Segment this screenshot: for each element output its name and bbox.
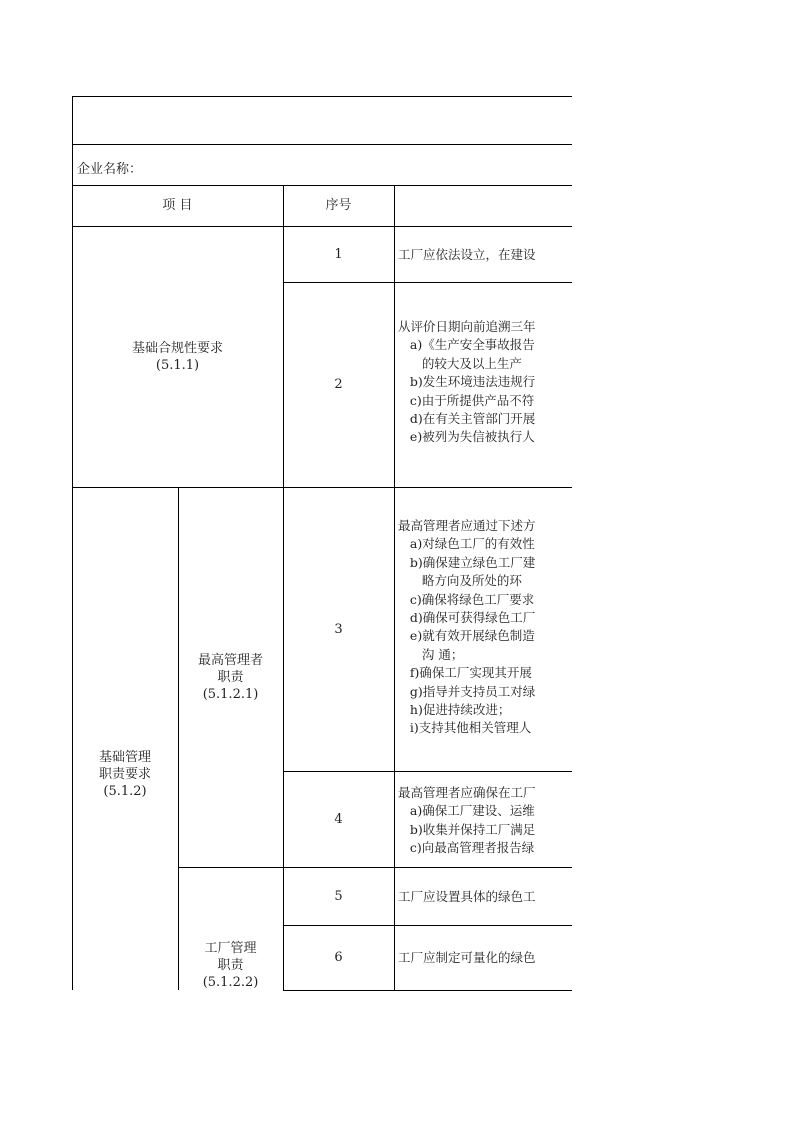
section-code: (5.1.2.2) bbox=[202, 975, 259, 990]
section-name: 职责 bbox=[217, 669, 244, 685]
seq-cell: 3 bbox=[334, 621, 343, 637]
section-name: 职责 bbox=[217, 958, 244, 973]
company-name-label: 企业名称： bbox=[77, 162, 143, 177]
seq-cell: 1 bbox=[334, 246, 343, 262]
requirement-text: 工厂应依法设立，在建设 bbox=[398, 247, 536, 262]
section-factory-mgmt bbox=[178, 940, 283, 990]
section-code: (5.1.2) bbox=[103, 784, 147, 799]
header-seq: 序号 bbox=[325, 198, 352, 213]
requirement-text: 最高管理者应确保在工厂 a)确保工厂建设、运维 b)收集并保持工厂满足 c)向最高管理者报告绿 bbox=[398, 785, 536, 856]
section-name: 职责要求 bbox=[98, 767, 151, 782]
section-name: 最高管理者 bbox=[197, 652, 263, 668]
section-top-manager bbox=[178, 487, 283, 867]
rule bbox=[283, 990, 572, 991]
requirement-text: 从评价日期向前追溯三年 a)《生产安全事故报告 的较大及以上生产 b)发生环境违法违规行 c)由于所提供产品不符 d)在有关主管部门开展 e)被列为失信被执行人 bbox=[398, 319, 536, 445]
section-basic-compliance bbox=[72, 226, 283, 487]
rule bbox=[72, 144, 572, 145]
section-name: 基础合规性要求 bbox=[131, 340, 223, 356]
section-name: 工厂管理 bbox=[204, 941, 257, 956]
requirement-text: 工厂应设置具体的绿色工 bbox=[398, 889, 536, 904]
seq-cell: 5 bbox=[334, 888, 343, 904]
section-code: (5.1.2.1) bbox=[202, 686, 259, 702]
seq-cell: 6 bbox=[334, 950, 343, 965]
seq-cell: 4 bbox=[334, 811, 343, 827]
requirement-text: 最高管理者应通过下述方 a)对绿色工厂的有效性 b)确保建立绿色工厂建 略方向及所处的环 c)确保将绿色工厂要求 d)确保可获得绿色工厂 e)就有效开展绿色制造 沟 通； f)确保工厂实现其开展 g)指导并支持员工对绿 h)促进持续改进； i)支持其他相关管理人 bbox=[398, 518, 536, 736]
header-item: 项 目 bbox=[162, 198, 193, 213]
rule bbox=[72, 96, 572, 97]
section-mgmt-duty bbox=[72, 487, 178, 1067]
section-name: 基础管理 bbox=[98, 750, 151, 765]
section-code: (5.1.1) bbox=[155, 357, 200, 373]
seq-cell: 2 bbox=[334, 377, 343, 392]
rule bbox=[394, 185, 395, 990]
requirement-text: 工厂应制定可量化的绿色 bbox=[398, 950, 536, 965]
